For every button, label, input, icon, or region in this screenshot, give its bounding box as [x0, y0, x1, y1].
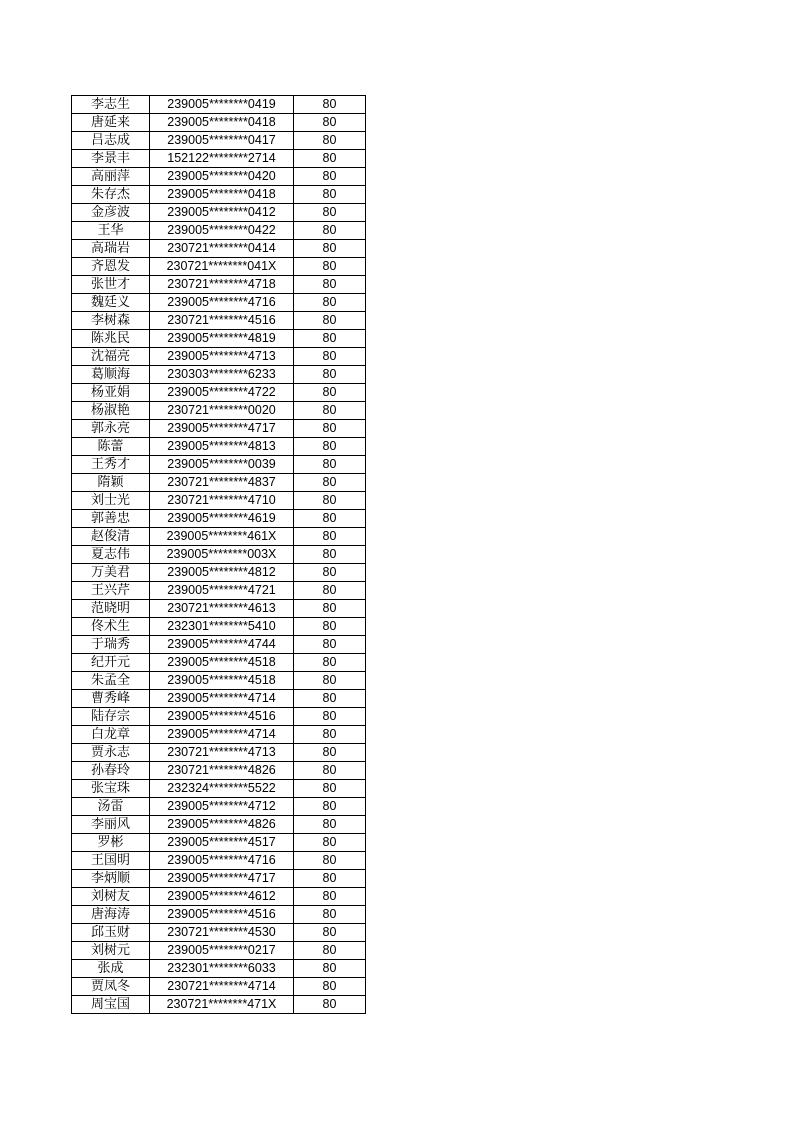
score-cell: 80	[294, 636, 366, 654]
score-cell: 80	[294, 564, 366, 582]
id-number-cell: 230721********4718	[150, 276, 294, 294]
score-cell: 80	[294, 204, 366, 222]
name-cell: 范晓明	[72, 600, 150, 618]
table-row	[72, 132, 366, 150]
id-number-cell: 230721********4826	[150, 762, 294, 780]
table-row	[72, 924, 366, 942]
id-number-cell: 239005********0417	[150, 132, 294, 150]
table-row	[72, 852, 366, 870]
id-number-cell: 230721********4613	[150, 600, 294, 618]
score-cell: 80	[294, 762, 366, 780]
name-cell: 纪开元	[72, 654, 150, 672]
score-cell: 80	[294, 600, 366, 618]
table-row	[72, 708, 366, 726]
table-row	[72, 888, 366, 906]
id-number-cell: 152122********2714	[150, 150, 294, 168]
id-number-cell: 239005********4619	[150, 510, 294, 528]
score-cell: 80	[294, 924, 366, 942]
table-row	[72, 222, 366, 240]
name-cell: 齐恩发	[72, 258, 150, 276]
name-cell: 吕志成	[72, 132, 150, 150]
id-number-cell: 239005********4716	[150, 852, 294, 870]
score-cell: 80	[294, 672, 366, 690]
table-row	[72, 996, 366, 1014]
table-row	[72, 186, 366, 204]
score-cell: 80	[294, 276, 366, 294]
name-cell: 杨淑艳	[72, 402, 150, 420]
table-row	[72, 654, 366, 672]
score-cell: 80	[294, 906, 366, 924]
name-cell: 朱存杰	[72, 186, 150, 204]
name-cell: 于瑞秀	[72, 636, 150, 654]
id-number-cell: 230721********471X	[150, 996, 294, 1014]
table-row	[72, 150, 366, 168]
score-cell: 80	[294, 582, 366, 600]
score-cell: 80	[294, 654, 366, 672]
id-number-cell: 239005********0217	[150, 942, 294, 960]
name-cell: 朱孟全	[72, 672, 150, 690]
table-row	[72, 276, 366, 294]
name-cell: 陈兆民	[72, 330, 150, 348]
table-row	[72, 582, 366, 600]
id-number-cell: 239005********003X	[150, 546, 294, 564]
id-number-cell: 239005********4717	[150, 870, 294, 888]
score-cell: 80	[294, 546, 366, 564]
score-cell: 80	[294, 294, 366, 312]
table-row	[72, 510, 366, 528]
score-cell: 80	[294, 870, 366, 888]
table-row	[72, 600, 366, 618]
name-cell: 李景丰	[72, 150, 150, 168]
id-number-cell: 239005********4722	[150, 384, 294, 402]
table-row	[72, 870, 366, 888]
id-number-cell: 239005********0418	[150, 114, 294, 132]
id-number-cell: 239005********461X	[150, 528, 294, 546]
score-cell: 80	[294, 384, 366, 402]
score-cell: 80	[294, 366, 366, 384]
id-number-cell: 230721********4713	[150, 744, 294, 762]
table-row	[72, 942, 366, 960]
score-cell: 80	[294, 114, 366, 132]
id-number-cell: 232324********5522	[150, 780, 294, 798]
id-number-cell: 239005********4518	[150, 654, 294, 672]
id-number-cell: 239005********4713	[150, 348, 294, 366]
table-row	[72, 438, 366, 456]
id-number-cell: 239005********4714	[150, 690, 294, 708]
score-cell: 80	[294, 780, 366, 798]
id-number-cell: 230721********041X	[150, 258, 294, 276]
table-row	[72, 258, 366, 276]
id-number-cell: 230721********4714	[150, 978, 294, 996]
score-cell: 80	[294, 744, 366, 762]
score-cell: 80	[294, 312, 366, 330]
table-row	[72, 726, 366, 744]
table-row	[72, 906, 366, 924]
name-cell: 罗彬	[72, 834, 150, 852]
id-number-cell: 239005********4812	[150, 564, 294, 582]
table-row	[72, 114, 366, 132]
score-cell: 80	[294, 240, 366, 258]
table-row	[72, 762, 366, 780]
score-cell: 80	[294, 168, 366, 186]
table-row	[72, 168, 366, 186]
score-cell: 80	[294, 942, 366, 960]
score-cell: 80	[294, 222, 366, 240]
name-cell: 陈蕾	[72, 438, 150, 456]
score-cell: 80	[294, 528, 366, 546]
name-cell: 张宝珠	[72, 780, 150, 798]
score-cell: 80	[294, 420, 366, 438]
id-number-cell: 239005********4516	[150, 708, 294, 726]
id-number-cell: 239005********4819	[150, 330, 294, 348]
table-row	[72, 366, 366, 384]
name-cell: 高瑞岩	[72, 240, 150, 258]
id-number-cell: 230721********4710	[150, 492, 294, 510]
name-cell: 万美君	[72, 564, 150, 582]
id-number-cell: 239005********0418	[150, 186, 294, 204]
id-number-cell: 239005********4721	[150, 582, 294, 600]
id-number-cell: 239005********0422	[150, 222, 294, 240]
name-cell: 张成	[72, 960, 150, 978]
name-cell: 杨亚娟	[72, 384, 150, 402]
score-cell: 80	[294, 726, 366, 744]
name-cell: 刘树友	[72, 888, 150, 906]
score-cell: 80	[294, 150, 366, 168]
table-row	[72, 978, 366, 996]
table-row	[72, 420, 366, 438]
score-cell: 80	[294, 96, 366, 114]
name-cell: 周宝国	[72, 996, 150, 1014]
table-row	[72, 456, 366, 474]
id-number-cell: 239005********0420	[150, 168, 294, 186]
name-cell: 金彦波	[72, 204, 150, 222]
score-cell: 80	[294, 438, 366, 456]
score-cell: 80	[294, 402, 366, 420]
score-cell: 80	[294, 474, 366, 492]
id-number-cell: 239005********4612	[150, 888, 294, 906]
name-cell: 王秀才	[72, 456, 150, 474]
score-cell: 80	[294, 492, 366, 510]
score-cell: 80	[294, 348, 366, 366]
id-number-cell: 239005********4744	[150, 636, 294, 654]
id-number-cell: 239005********4717	[150, 420, 294, 438]
id-number-cell: 230721********4837	[150, 474, 294, 492]
table-row	[72, 618, 366, 636]
table-row	[72, 816, 366, 834]
score-cell: 80	[294, 258, 366, 276]
name-cell: 白龙章	[72, 726, 150, 744]
table-row	[72, 96, 366, 114]
id-number-cell: 232301********5410	[150, 618, 294, 636]
table-row	[72, 312, 366, 330]
id-number-cell: 239005********4716	[150, 294, 294, 312]
name-cell: 王国明	[72, 852, 150, 870]
score-cell: 80	[294, 132, 366, 150]
table-row	[72, 780, 366, 798]
name-cell: 隋颖	[72, 474, 150, 492]
table-row	[72, 834, 366, 852]
name-cell: 夏志伟	[72, 546, 150, 564]
score-cell: 80	[294, 186, 366, 204]
name-cell: 贾永志	[72, 744, 150, 762]
table-row	[72, 960, 366, 978]
table-row	[72, 348, 366, 366]
table-row	[72, 798, 366, 816]
score-cell: 80	[294, 816, 366, 834]
score-cell: 80	[294, 996, 366, 1014]
id-number-cell: 230721********0020	[150, 402, 294, 420]
name-cell: 陆存宗	[72, 708, 150, 726]
name-cell: 张世才	[72, 276, 150, 294]
name-cell: 李树森	[72, 312, 150, 330]
name-cell: 赵俊清	[72, 528, 150, 546]
table-row	[72, 744, 366, 762]
score-cell: 80	[294, 618, 366, 636]
roster-table-body	[72, 96, 366, 1014]
name-cell: 汤雷	[72, 798, 150, 816]
table-row	[72, 492, 366, 510]
table-row	[72, 384, 366, 402]
name-cell: 孙春玲	[72, 762, 150, 780]
score-cell: 80	[294, 510, 366, 528]
table-row	[72, 474, 366, 492]
name-cell: 沈福亮	[72, 348, 150, 366]
name-cell: 唐海涛	[72, 906, 150, 924]
name-cell: 高丽萍	[72, 168, 150, 186]
score-cell: 80	[294, 690, 366, 708]
id-number-cell: 239005********4712	[150, 798, 294, 816]
score-cell: 80	[294, 330, 366, 348]
table-row	[72, 546, 366, 564]
name-cell: 唐延来	[72, 114, 150, 132]
table-row	[72, 204, 366, 222]
name-cell: 王兴芹	[72, 582, 150, 600]
score-cell: 80	[294, 798, 366, 816]
name-cell: 葛顺海	[72, 366, 150, 384]
id-number-cell: 230303********6233	[150, 366, 294, 384]
score-cell: 80	[294, 978, 366, 996]
name-cell: 佟术生	[72, 618, 150, 636]
name-cell: 刘树元	[72, 942, 150, 960]
table-row	[72, 564, 366, 582]
id-number-cell: 230721********4516	[150, 312, 294, 330]
score-cell: 80	[294, 960, 366, 978]
id-number-cell: 239005********0419	[150, 96, 294, 114]
name-cell: 郭永亮	[72, 420, 150, 438]
score-cell: 80	[294, 852, 366, 870]
id-number-cell: 239005********4516	[150, 906, 294, 924]
id-number-cell: 239005********4517	[150, 834, 294, 852]
score-cell: 80	[294, 456, 366, 474]
id-number-cell: 230721********4530	[150, 924, 294, 942]
name-cell: 贾凤冬	[72, 978, 150, 996]
name-cell: 魏廷义	[72, 294, 150, 312]
name-cell: 曹秀峰	[72, 690, 150, 708]
table-row	[72, 672, 366, 690]
table-row	[72, 690, 366, 708]
name-cell: 刘士光	[72, 492, 150, 510]
score-cell: 80	[294, 834, 366, 852]
name-cell: 李志生	[72, 96, 150, 114]
table-row	[72, 240, 366, 258]
score-cell: 80	[294, 888, 366, 906]
id-number-cell: 232301********6033	[150, 960, 294, 978]
table-row	[72, 294, 366, 312]
table-row	[72, 330, 366, 348]
table-row	[72, 402, 366, 420]
id-number-cell: 239005********4813	[150, 438, 294, 456]
name-cell: 郭善忠	[72, 510, 150, 528]
score-cell: 80	[294, 708, 366, 726]
name-cell: 王华	[72, 222, 150, 240]
id-number-cell: 239005********4518	[150, 672, 294, 690]
id-number-cell: 239005********4826	[150, 816, 294, 834]
id-number-cell: 239005********0412	[150, 204, 294, 222]
id-number-cell: 230721********0414	[150, 240, 294, 258]
id-number-cell: 239005********0039	[150, 456, 294, 474]
name-cell: 李丽风	[72, 816, 150, 834]
table-row	[72, 636, 366, 654]
id-number-cell: 239005********4714	[150, 726, 294, 744]
roster-table	[71, 95, 366, 1014]
name-cell: 邱玉财	[72, 924, 150, 942]
table-row	[72, 528, 366, 546]
name-cell: 李炳顺	[72, 870, 150, 888]
